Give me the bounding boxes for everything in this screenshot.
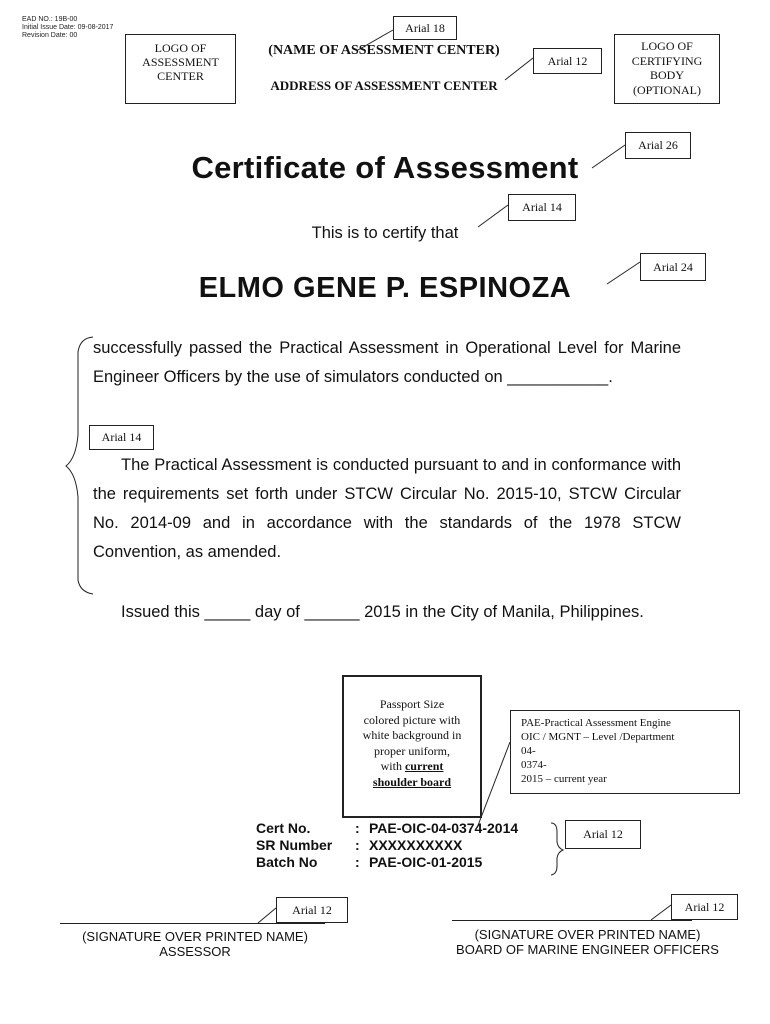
pae-note-line: 04- xyxy=(521,745,536,757)
signature-assessor xyxy=(50,929,340,959)
photo-placeholder xyxy=(342,675,482,818)
pae-note-line: 2015 – current year xyxy=(521,773,607,785)
left-brace xyxy=(66,337,93,594)
leader-sig-right xyxy=(651,905,671,920)
photo-text-emphasis: current xyxy=(404,759,444,773)
certificate-title: Certificate of Assessment xyxy=(191,150,579,185)
logo-left-line: LOGO OF xyxy=(154,41,207,55)
cert-info-value: XXXXXXXXXX xyxy=(369,837,463,853)
signature-role: ASSESSOR xyxy=(159,944,231,959)
cert-info-value: PAE-OIC-04-0374-2014 xyxy=(369,820,519,836)
cert-brace xyxy=(551,823,563,875)
font-tag-arial14-body: Arial 14 xyxy=(89,425,154,450)
logo-right-line: (OPTIONAL) xyxy=(633,82,701,97)
assessment-statement: successfully passed the Practical Assessment in Operational Level for Marine Engineer Officers by the use of simulators conducted on ___________. xyxy=(93,339,681,386)
cert-info-sep: : xyxy=(355,854,360,870)
signature-line-assessor xyxy=(60,923,325,924)
cert-info-label: Batch No xyxy=(256,854,318,870)
logo-certifying-body xyxy=(614,34,720,104)
leader-arial12-top xyxy=(505,58,533,80)
assessment-center-name: (NAME OF ASSESSMENT CENTER) xyxy=(268,43,500,58)
photo-text-line: proper uniform, xyxy=(374,743,450,758)
signature-board xyxy=(425,927,750,957)
signature-caption: (SIGNATURE OVER PRINTED NAME) xyxy=(474,927,701,942)
logo-right-line: LOGO OF xyxy=(641,39,693,53)
photo-text-line: colored picture with xyxy=(363,712,461,727)
pae-note-line: PAE-Practical Assessment Engine xyxy=(521,717,671,729)
logo-left-line: ASSESSMENT xyxy=(142,55,219,69)
signature-role: BOARD OF MARINE ENGINEER OFFICERS xyxy=(456,942,719,957)
logo-assessment-center xyxy=(125,34,236,104)
font-tag-arial18: Arial 18 xyxy=(393,16,457,40)
leader-sig-left xyxy=(258,908,276,923)
recipient-name: ELMO GENE P. ESPINOZA xyxy=(198,272,572,304)
photo-text-line xyxy=(344,759,480,775)
photo-text-line: Passport Size xyxy=(379,697,445,711)
logo-right-line: CERTIFYING xyxy=(631,53,703,68)
logo-right-line: BODY xyxy=(649,68,684,82)
photo-text-line: white background in xyxy=(362,728,462,742)
ead-number: EAD NO.: 19B-00 xyxy=(22,16,78,23)
cert-info xyxy=(256,820,518,871)
logo-left-line: CENTER xyxy=(157,69,204,83)
pae-note-line: OIC / MGNT – Level /Department xyxy=(521,731,675,743)
document-meta xyxy=(22,16,113,40)
revision-date: Revision Date: 00 xyxy=(22,32,78,39)
pae-note-line: 0374- xyxy=(521,759,547,771)
font-tag-arial14-certify: Arial 14 xyxy=(508,194,576,221)
compliance-statement: The Practical Assessment is conducted pursuant to and in conformance with the requirements set forth under STCW Circular No. 2015-10, STCW Circular No. 2014-09 and in accordance with the standards of the 1978 STCW Convention, as amended. xyxy=(93,456,681,561)
cert-info-label: Cert No. xyxy=(256,820,311,836)
font-tag-arial24: Arial 24 xyxy=(640,253,706,281)
font-tag-arial12-cert: Arial 12 xyxy=(565,820,641,849)
cert-info-row xyxy=(256,820,518,837)
font-tag-arial26: Arial 26 xyxy=(625,132,691,159)
font-tag-arial12-sig-right: Arial 12 xyxy=(671,894,738,920)
font-tag-arial12-sig-left: Arial 12 xyxy=(276,897,348,923)
cert-info-sep: : xyxy=(355,820,360,836)
issuance-statement: Issued this _____ day of ______ 2015 in the City of Manila, Philippines. xyxy=(121,603,644,621)
pae-note xyxy=(510,710,740,794)
font-tag-arial12-top: Arial 12 xyxy=(533,48,602,74)
photo-text-line: shoulder board xyxy=(372,774,452,789)
assessment-center-address: ADDRESS OF ASSESSMENT CENTER xyxy=(270,78,498,93)
cert-info-sep: : xyxy=(355,837,360,853)
signature-caption: (SIGNATURE OVER PRINTED NAME) xyxy=(82,929,308,944)
signature-line-board xyxy=(452,920,692,921)
cert-info-value: PAE-OIC-01-2015 xyxy=(369,854,483,870)
cert-info-label: SR Number xyxy=(256,837,333,853)
cert-info-row xyxy=(256,854,518,871)
photo-text-prefix: with xyxy=(380,759,405,773)
cert-info-row xyxy=(256,837,518,854)
certify-text: This is to certify that xyxy=(311,224,459,242)
issue-date: Initial Issue Date: 09-08-2017 xyxy=(22,24,114,31)
